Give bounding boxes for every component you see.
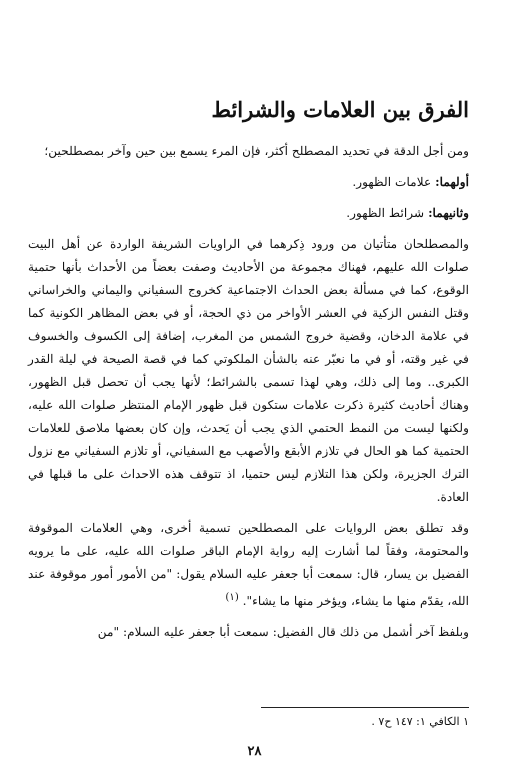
footnote: ١ الكافي ١: ١٤٧ ح٧ .: [371, 715, 469, 728]
body-text: [28, 140, 469, 644]
list-item-second: [28, 202, 469, 225]
page-number: ٢٨: [247, 744, 262, 759]
item-label: أولهما:: [435, 175, 469, 189]
paragraph-mawqufa: [28, 517, 469, 613]
section-title: الفرق بين العلامات والشرائط: [211, 97, 469, 122]
footnote-ref: (١): [225, 592, 239, 603]
paragraph-shara-it: والمصطلحان متأتيان من ورود ذِكرهما في الراويات الشريفة الواردة عن أهل البيت صلوات الله عليهم، فهناك مجموعة من الأحاديث وصفت بعضاً من الأحداث بأنها حتمية الوقوع، كما في مسألة بعض الحداث الاجتماعية كخروج السفياني واليماني والخراساني وقتل النفس الزكية في العشر الأواخر من ذي الحجة، أو في بعض المظاهر الكونية كما في علامة الدخان، وقضية خروج الشمس من المغرب، إضافة إلى الكسوف والخسوف في غير وقته، أو في ما نعبّر عنه بالشأن الملكوتي كما في قصة الصيحة في ليلة القدر الكبرى.. وما إلى ذلك، وهي لهذا تسمى بالشرائط؛ لأنها يجب أن تحصل قبل الظهور، وهناك أحاديث كثيرة ذكرت علامات ستكون قبل ظهور الإمام المنتظر صلوات الله عليه، ولكنها ليست من النمط الحتمي الذي يجب أن يَحدث، وإن كان بعضها ملاصق للعلامات الحتمية كما هو الحال في تلازم الأبقع والأصهب مع السفياني، أو تلازم السفياني مع نزول الترك الجزيرة، ولكن هذا التلازم ليس حتميا، اذ تتوقف هذه الاحداث على ما قبلها في العادة.: [28, 237, 469, 504]
paragraph-text: وقد تطلق بعض الروايات على المصطلحين تسمية أخرى، وهي العلامات الموقوفة والمحتومة، وفقاً لما أشارت إليه رواية الإمام الباقر صلوات الله عليه، على ما يرويه الفضيل بن يسار، قال: سمعت أبا جعفر عليه السلام يقول: "من الأمور أمور موقوفة عند الله، يقدّم منها ما يشاء، ويؤخر منها ما يشاء".: [28, 521, 469, 609]
item-label: وثانيهما:: [428, 206, 469, 220]
intro-paragraph: ومن أجل الدقة في تحديد المصطلح أكثر، فإن المرء يسمع بين حين وآخر بمصطلحين؛: [44, 144, 469, 158]
paragraph-continued: وبلفظ آخر أشمل من ذلك قال الفضيل: سمعت أبا جعفر عليه السلام: "من: [97, 625, 469, 640]
footnote-divider: [261, 707, 469, 708]
list-item-first: [28, 171, 469, 194]
item-text: شرائط الظهور.: [346, 206, 425, 220]
item-text: علامات الظهور.: [352, 175, 432, 189]
